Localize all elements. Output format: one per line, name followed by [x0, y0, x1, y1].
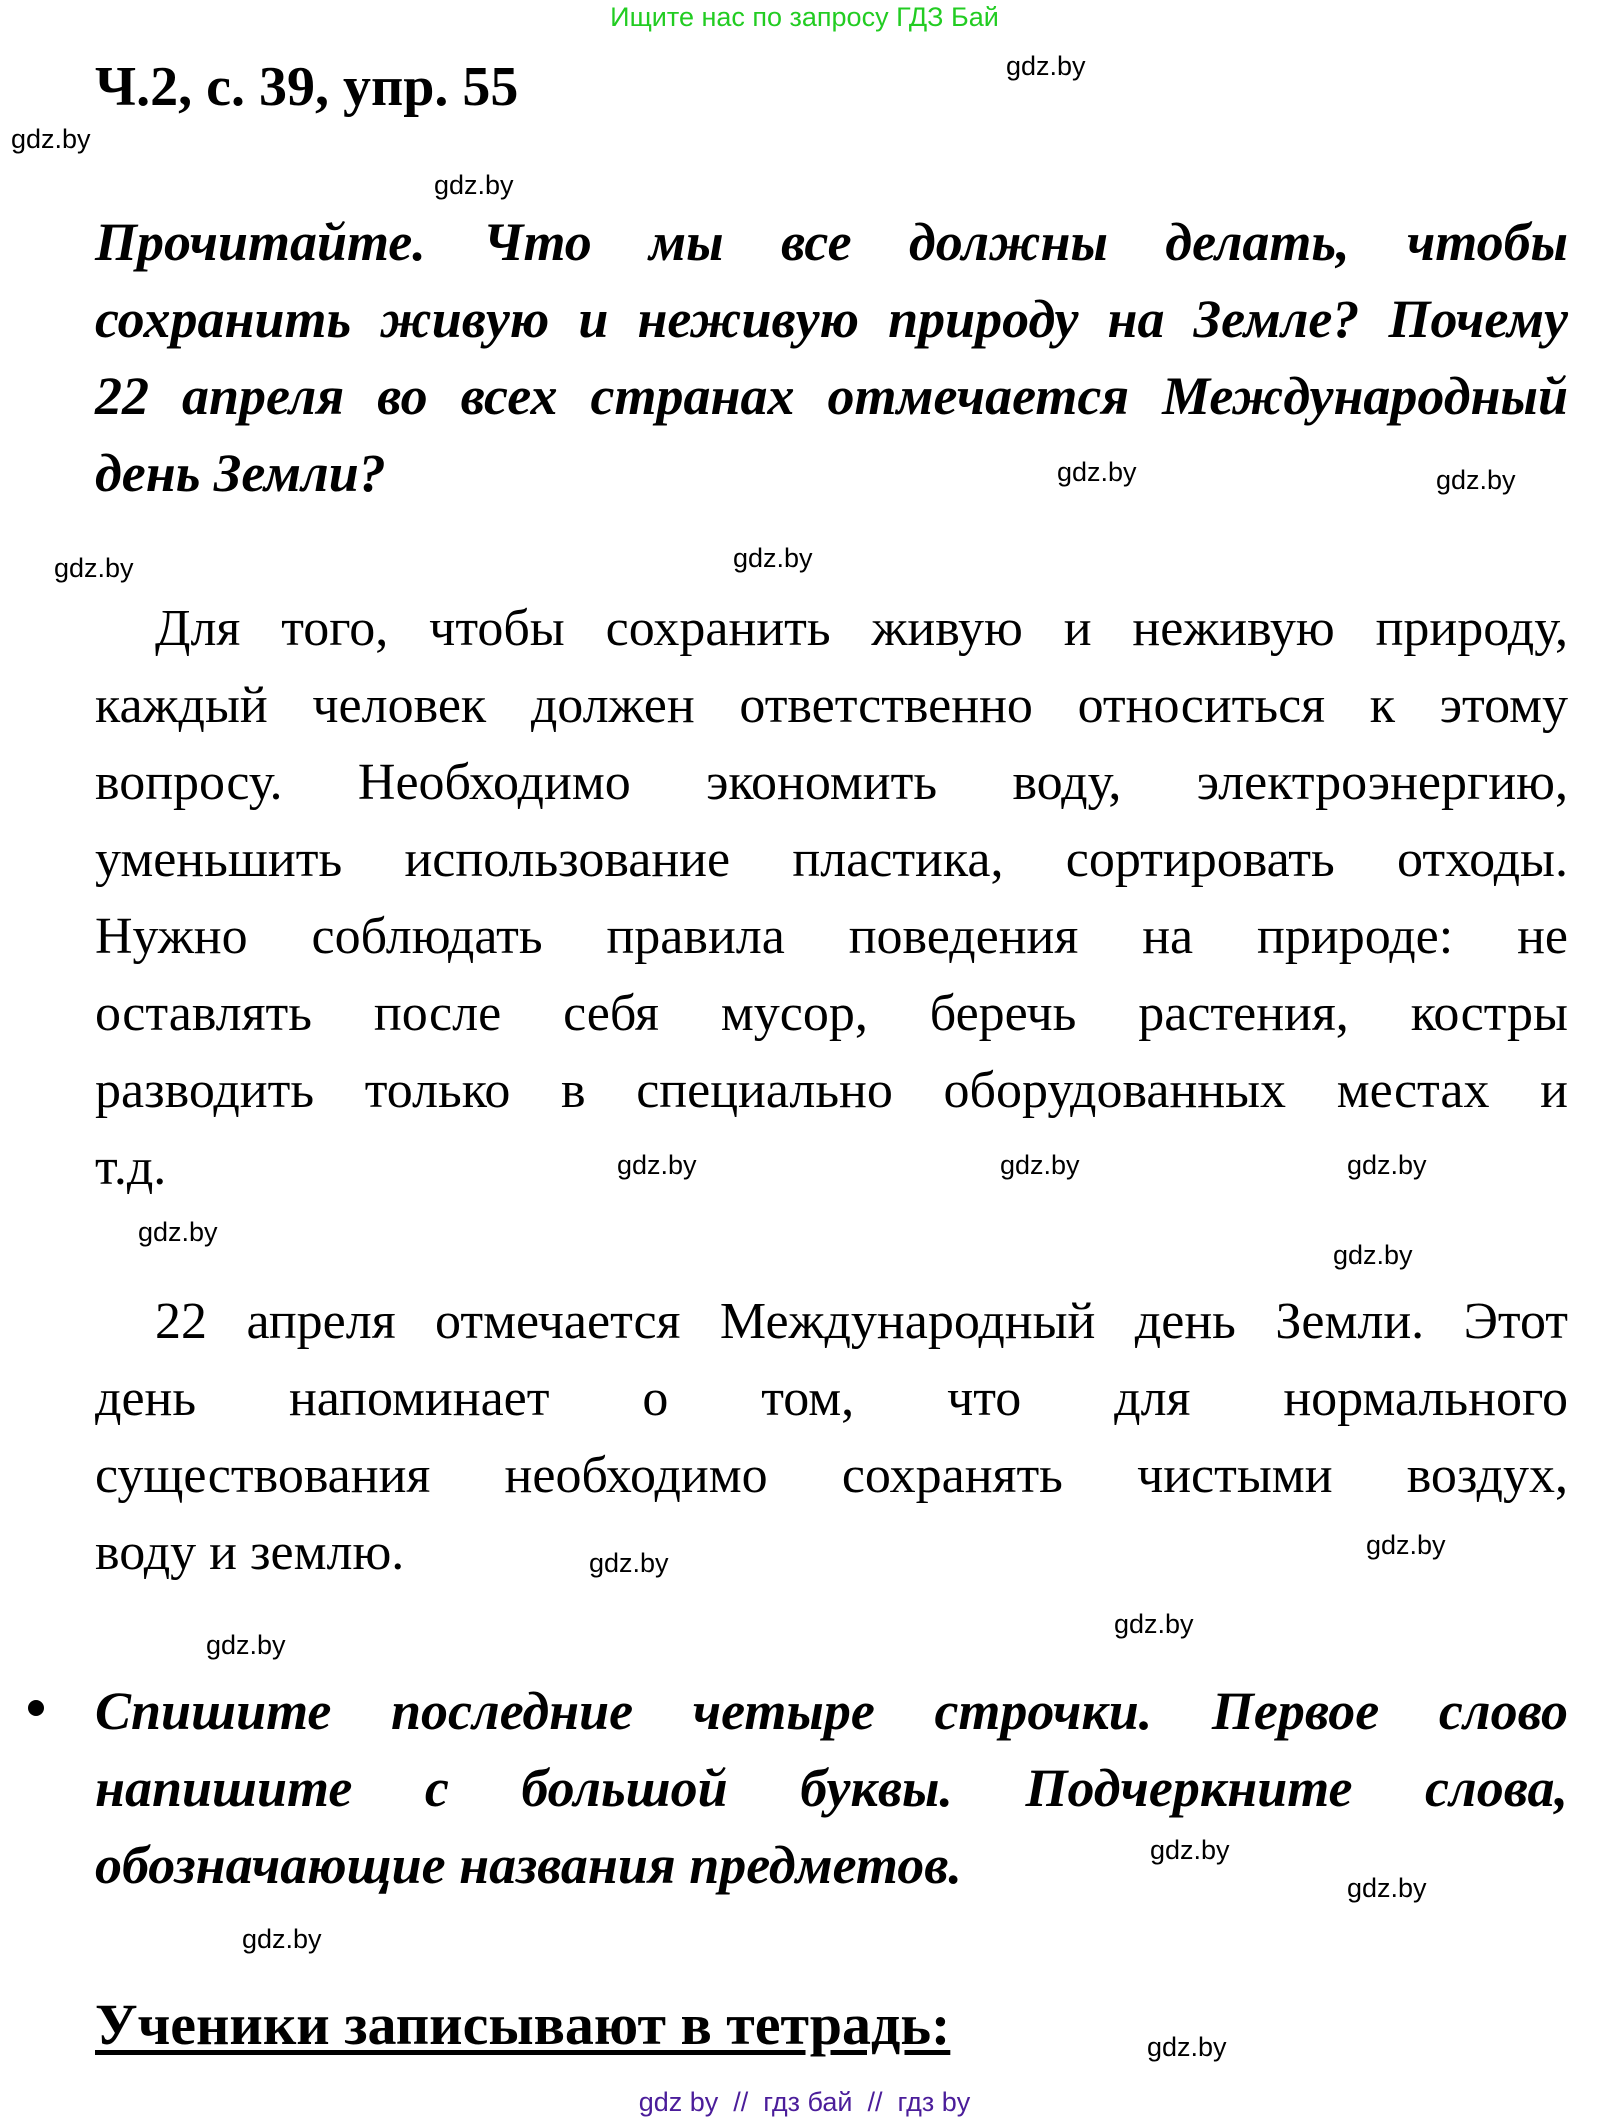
bullet-icon — [28, 1700, 44, 1716]
answer-line: разводить только в специально оборудованных местах и — [95, 1062, 1568, 1119]
watermark: gdz.by — [54, 553, 134, 583]
watermark: gdz.by — [434, 170, 514, 200]
answer-line: день напоминает о том, что для нормального — [95, 1370, 1568, 1427]
task-line: напишите с большой буквы. Подчеркните слова, — [95, 1758, 1568, 1818]
footer-sites: gdz by // гдз бай // гдз by — [638, 2087, 971, 2117]
answer-line: существования необходимо сохранять чистыми воздух, — [95, 1447, 1568, 1504]
watermark: gdz.by — [1436, 465, 1516, 495]
answer-line: оставлять после себя мусор, беречь растения, костры — [95, 985, 1568, 1042]
answer-line: воду и землю. — [95, 1524, 405, 1581]
watermark: gdz.by — [242, 1924, 322, 1954]
question — [95, 204, 1568, 512]
watermark: gdz.by — [1057, 457, 1137, 487]
watermark: gdz.by — [1114, 1609, 1194, 1639]
watermark: gdz.by — [138, 1217, 218, 1247]
search-banner: Ищите нас по запросу ГДЗ Бай — [610, 2, 999, 32]
watermark: gdz.by — [11, 124, 91, 154]
task — [95, 1673, 1568, 1904]
watermark: gdz.by — [617, 1150, 697, 1180]
watermark: gdz.by — [733, 543, 813, 573]
question-line: Прочитайте. Что мы все должны делать, чтобы — [95, 212, 1568, 272]
answer-line: т.д. — [95, 1139, 167, 1196]
watermark: gdz.by — [1366, 1530, 1446, 1560]
notebook-heading: Ученики записывают в тетрадь: — [95, 1992, 951, 2057]
answer-line: 22 апреля отмечается Международный день Земли. Этот — [155, 1293, 1568, 1350]
watermark: gdz.by — [1147, 2032, 1227, 2062]
watermark: gdz.by — [1006, 51, 1086, 81]
watermark: gdz.by — [1347, 1150, 1427, 1180]
answer-line: каждый человек должен ответственно относиться к этому — [95, 677, 1568, 734]
task-line: Спишите последние четыре строчки. Первое слово — [95, 1681, 1568, 1741]
task-line: обозначающие названия предметов. — [95, 1835, 962, 1895]
watermark: gdz.by — [1000, 1150, 1080, 1180]
watermark: gdz.by — [589, 1548, 669, 1578]
question-line: 22 апреля во всех странах отмечается Международный — [95, 366, 1568, 426]
watermark: gdz.by — [1333, 1240, 1413, 1270]
watermark: gdz.by — [1150, 1835, 1230, 1865]
answer-paragraph-1 — [95, 590, 1568, 1206]
answer-line: Нужно соблюдать правила поведения на природе: не — [95, 908, 1568, 965]
question-line: сохранить живую и неживую природу на Земле? Почему — [95, 289, 1568, 349]
answer-line: Для того, чтобы сохранить живую и неживую природу, — [155, 600, 1568, 657]
answer-paragraph-2 — [95, 1283, 1568, 1591]
watermark: gdz.by — [206, 1630, 286, 1660]
answer-line: уменьшить использование пластика, сортировать отходы. — [95, 831, 1568, 888]
watermark: gdz.by — [1347, 1873, 1427, 1903]
answer-line: вопросу. Необходимо экономить воду, электроэнергию, — [95, 754, 1568, 811]
page-title: Ч.2, с. 39, упр. 55 — [95, 56, 519, 118]
question-line: день Земли? — [95, 443, 386, 503]
